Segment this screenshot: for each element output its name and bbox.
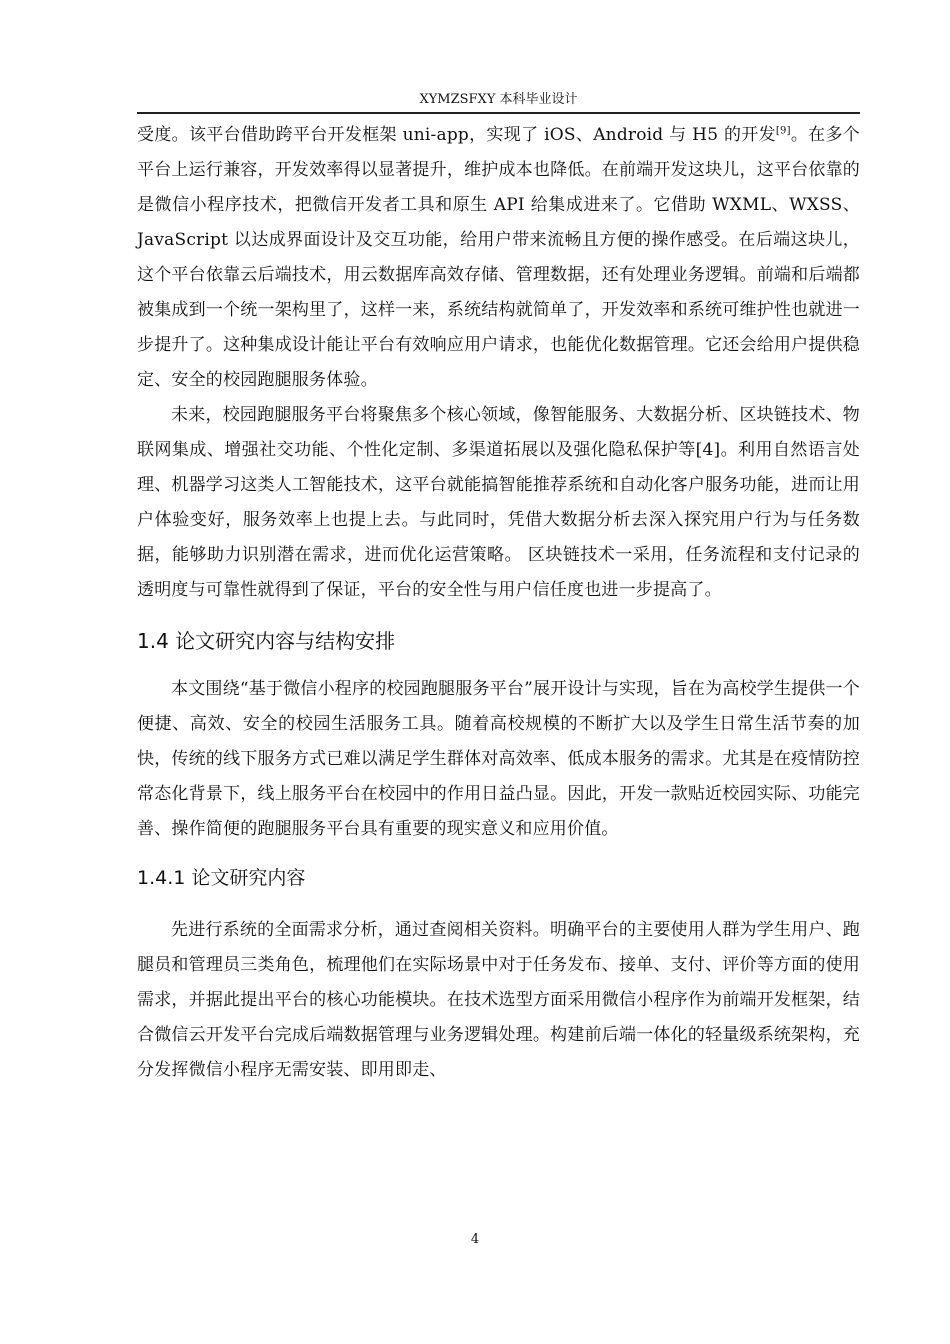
section-heading-1-4-1: 1.4.1 论文研究内容 <box>137 867 306 889</box>
page-header <box>137 90 860 114</box>
paragraph-continued <box>137 118 860 398</box>
paragraph-text: 受度。该平台借助跨平台开发框架 uni-app，实现了 iOS、Android 与 H5 的开发 <box>137 125 776 145</box>
paragraph-intro: 本文围绕“基于微信小程序的校园跑腿服务平台”展开设计与实现，旨在为高校学生提供一个便捷、高效、安全的校园生活服务工具。随着高校规模的不断扩大以及学生日常生活节奏的加快，传统的线下服务方式已难以满足学生群体对高效率、低成本服务的需求。尤其是在疫情防控常态化背景下，线上服务平台在校园中的作用日益凸显。因此，开发一款贴近校园实际、功能完善、操作简便的跑腿服务平台具有重要的现实意义和应用价值。 <box>137 679 860 839</box>
paragraph-text: 。在多个平台上运行兼容，开发效率得以显著提升，维护成本也降低。在前端开发这块儿，这平台依靠的是微信小程序技术，把微信开发者工具和原生 API 给集成进来了。它借助 WXML、WXSS、JavaScript 以达成界面设计及交互功能，给用户带来流畅且方便的操作感受。在后端这块儿，这个平台依靠云后端技术，用云数据库高效存储、管理数据，还有处理业务逻辑。前端和后端都被集成到一个统一架构里了，这样一来，系统结构就简单了，开发效率和系统可维护性也就进一步提升了。这种集成设计能让平台有效响应用户请求，也能优化数据管理。它还会给用户提供稳定、安全的校园跑腿服务体验。 <box>137 125 860 390</box>
section-heading-1-4: 1.4 论文研究内容与结构安排 <box>137 629 396 653</box>
citation-superscript: [9] <box>775 125 791 137</box>
paragraph-research: 先进行系统的全面需求分析，通过查阅相关资料。明确平台的主要使用人群为学生用户、跑腿员和管理员三类角色，梳理他们在实际场景中对于任务发布、接单、支付、评价等方面的使用需求，并据此提出平台的核心功能模块。在技术选型方面采用微信小程序作为前端开发框架，结合微信云开发平台完成后端数据管理与业务逻辑处理。构建前后端一体化的轻量级系统架构，充分发挥微信小程序无需安装、即用即走、 <box>137 920 860 1080</box>
paragraph-future: 未来，校园跑腿服务平台将聚焦多个核心领域，像智能服务、大数据分析、区块链技术、物联网集成、增强社交功能、个性化定制、多渠道拓展以及强化隐私保护等[4]。利用自然语言处理、机器学习这类人工智能技术，这平台就能搞智能推荐系统和自动化客户服务功能，进而让用户体验变好，服务效率上也提上去。与此同时，凭借大数据分析去深入探究用户行为与任务数据，能够助力识别潜在需求，进而优化运营策略。 区块链技术一采用，任务流程和支付记录的透明度与可靠性就得到了保证，平台的安全性与用户信任度也进一步提高了。 <box>137 405 860 600</box>
header-title: XYMZSFXY 本科毕业设计 <box>419 92 578 107</box>
page-body <box>137 118 860 1088</box>
page-number: 4 <box>470 1232 480 1247</box>
